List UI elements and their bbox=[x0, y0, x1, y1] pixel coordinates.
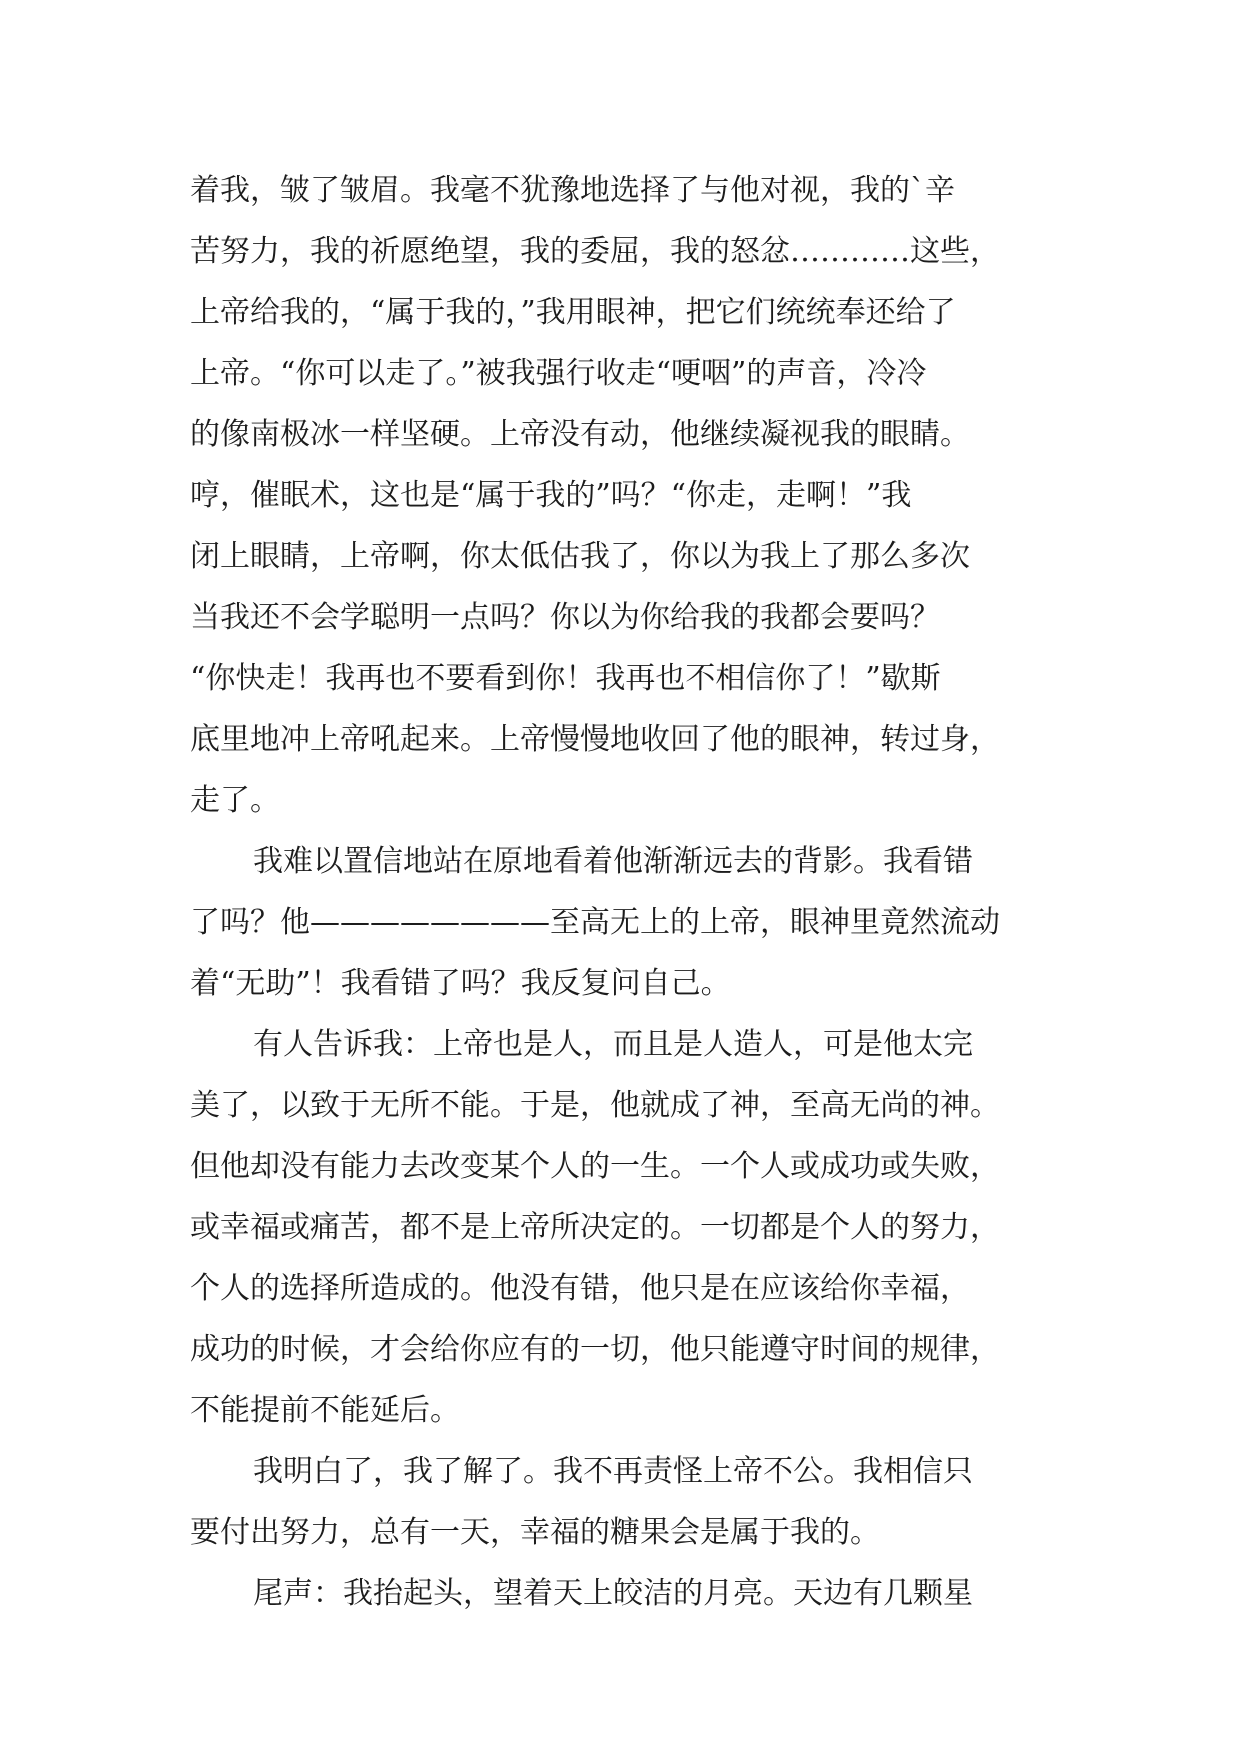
text-line: 或幸福或痛苦，都不是上帝所决定的。一切都是个人的努力， bbox=[190, 1210, 1000, 1245]
text-line: 不能提前不能延后。 bbox=[190, 1393, 460, 1428]
text-line: 哼，催眠术，这也是“属于我的”吗？“你走，走啊！”我 bbox=[190, 478, 912, 513]
paragraph-first-line: 我明白了，我了解了。我不再责怪上帝不公。我相信只 bbox=[253, 1454, 973, 1489]
text-line: 上帝。“你可以走了。”被我强行收走“哽咽”的声音，冷冷 bbox=[190, 356, 927, 391]
text-line: 个人的选择所造成的。他没有错，他只是在应该给你幸福， bbox=[190, 1271, 970, 1306]
text-line: 当我还不会学聪明一点吗？你以为你给我的我都会要吗？ bbox=[190, 600, 940, 635]
text-line: 底里地冲上帝吼起来。上帝慢慢地收回了他的眼神，转过身， bbox=[190, 722, 1000, 757]
text-line: 成功的时候，才会给你应有的一切，他只能遵守时间的规律， bbox=[190, 1332, 1000, 1367]
text-line: 着“无助”！我看错了吗？我反复问自己。 bbox=[190, 966, 731, 1001]
text-line: “你快走！我再也不要看到你！我再也不相信你了！”歇斯 bbox=[190, 661, 941, 696]
text-line: 了吗？他————————至高无上的上帝，眼神里竟然流动 bbox=[190, 905, 1000, 940]
text-line: 闭上眼睛，上帝啊，你太低估我了，你以为我上了那么多次 bbox=[190, 539, 970, 574]
text-line: 上帝给我的，“属于我的，”我用眼神，把它们统统奉还给了 bbox=[190, 295, 956, 330]
text-line: 要付出努力，总有一天，幸福的糖果会是属于我的。 bbox=[190, 1515, 880, 1550]
document-body bbox=[190, 160, 1070, 1624]
paragraph-first-line: 我难以置信地站在原地看着他渐渐远去的背影。我看错 bbox=[253, 844, 973, 879]
text-line: 着我，皱了皱眉。我毫不犹豫地选择了与他对视，我的`辛 bbox=[190, 173, 955, 208]
paragraph-first-line: 尾声：我抬起头，望着天上皎洁的月亮。天边有几颗星 bbox=[253, 1576, 973, 1611]
text-line: 美了，以致于无所不能。于是，他就成了神，至高无尚的神。 bbox=[190, 1088, 1000, 1123]
text-line: 的像南极冰一样坚硬。上帝没有动，他继续凝视我的眼睛。 bbox=[190, 417, 970, 452]
paragraph-first-line: 有人告诉我：上帝也是人，而且是人造人，可是他太完 bbox=[253, 1027, 973, 1062]
text-line: 但他却没有能力去改变某个人的一生。一个人或成功或失败， bbox=[190, 1149, 1000, 1184]
text-line: 走了。 bbox=[190, 783, 280, 818]
text-line: 苦努力，我的祈愿绝望，我的委屈，我的怒忿…………这些， bbox=[190, 234, 1000, 269]
